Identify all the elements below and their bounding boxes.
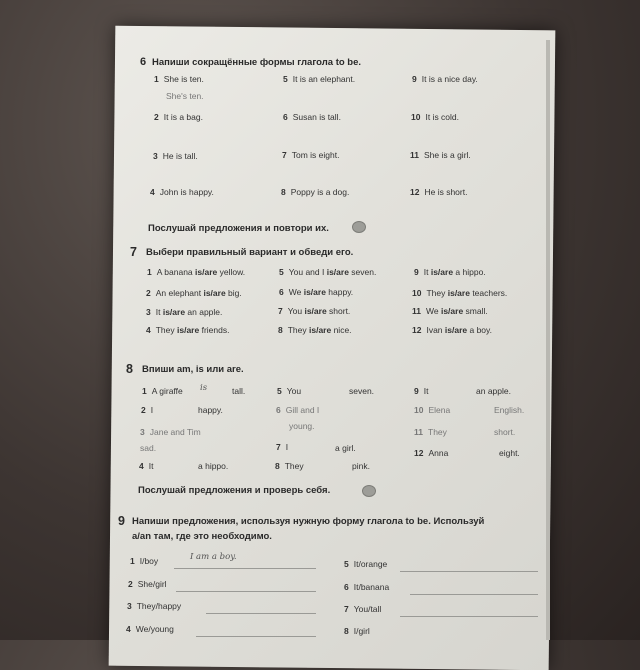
ex9-item-3: 3 They/happy [127, 601, 182, 611]
ex6-item-11: 11 She is a girl. [410, 150, 471, 160]
ex6-item-6: 6 Susan is tall. [283, 112, 341, 122]
ex9-item-5: 5 It/orange [344, 559, 388, 569]
ex7-item-8: 8 They is/are nice. [278, 325, 352, 335]
ex8-number: 8 [126, 362, 133, 376]
ex8-answer-1: is [200, 383, 208, 393]
ex6-item-4: 4 John is happy. [150, 187, 214, 197]
ex8-item-2: 2 I [141, 405, 154, 415]
ex8-item-3: 3 Jane and Tim [140, 427, 201, 437]
ex9-title-line2: a/an там, где это необходимо. [132, 531, 272, 542]
ex6-item-9: 9 It is a nice day. [412, 74, 478, 84]
ex9-answer-line-3 [206, 613, 316, 614]
workbook-page [109, 26, 556, 670]
ex9-number: 9 [118, 514, 125, 528]
ex9-answer-line-4 [196, 636, 316, 637]
ex7-item-2: 2 An elephant is/are big. [146, 288, 242, 298]
ex9-answer-line-6 [410, 594, 538, 595]
ex9-answer-line-7 [400, 616, 538, 617]
ex7-number: 7 [130, 245, 137, 259]
listen-icon [352, 221, 366, 233]
ex8-item-3-end: sad. [140, 443, 157, 453]
ex6-item-3: 3 He is tall. [153, 151, 198, 161]
ex7-item-11: 11 We is/are small. [412, 306, 488, 316]
ex9-item-6: 6 It/banana [344, 582, 390, 592]
ex8-item-4-end: a hippo. [198, 461, 229, 471]
ex7-item-1: 1 A banana is/are yellow. [147, 267, 246, 277]
ex7-item-12: 12 Ivan is/are a boy. [412, 325, 493, 335]
ex6-number: 6 [140, 56, 147, 68]
ex7-item-7: 7 You is/are short. [278, 306, 351, 316]
ex9-item-1: 1 I/boy [130, 556, 159, 566]
ex9-answer-line-2 [176, 591, 316, 592]
ex6-item-8: 8 Poppy is a dog. [281, 187, 350, 197]
ex7-item-10: 10 They is/are teachers. [412, 288, 508, 298]
ex6-item-1: 1 She is ten. [154, 74, 204, 84]
ex8-item-5: 5 You [277, 386, 302, 396]
ex9-item-4: 4 We/young [126, 624, 174, 634]
ex8-item-10-end: English. [494, 405, 525, 415]
ex8-item-7: 7 I [276, 442, 289, 452]
ex8-item-8: 8 They [275, 461, 304, 471]
ex6-item-7: 7 Tom is eight. [282, 150, 340, 160]
ex6-item-12: 12 He is short. [410, 187, 468, 197]
ex8-item-11-end: short. [494, 427, 516, 437]
ex9-answer-line-5 [400, 571, 538, 572]
ex8-item-6: 6 Gill and I [276, 405, 320, 415]
ex8-item-11: 11 They [414, 427, 447, 437]
ex8-listen-instruction: Послушай предложения и проверь себя. [138, 485, 331, 496]
ex8-item-9-end: an apple. [476, 386, 511, 396]
ex6-listen-instruction: Послушай предложения и повтори их. [148, 223, 329, 234]
ex7-item-3: 3 It is/are an apple. [146, 307, 223, 317]
ex9-item-7: 7 You/tall [344, 604, 382, 614]
ex8-item-1: 1 A giraffe [142, 386, 183, 396]
ex9-item-8: 8 I/girl [344, 626, 370, 636]
ex9-answer-1: I am a boy. [190, 552, 237, 562]
ex6-example-answer: She's ten. [166, 91, 204, 101]
ex7-item-5: 5 You and I is/are seven. [279, 267, 377, 277]
ex8-item-7-end: a girl. [335, 443, 356, 453]
ex8-item-12-end: eight. [499, 448, 520, 458]
ex8-item-10: 10 Elena [414, 405, 451, 415]
ex9-item-2: 2 She/girl [128, 579, 167, 589]
ex7-title: Выбери правильный вариант и обведи его. [146, 247, 354, 258]
ex8-item-2-end: happy. [198, 405, 223, 415]
ex7-item-4: 4 They is/are friends. [146, 325, 230, 335]
ex8-item-6-end: young. [289, 421, 315, 431]
ex8-item-12: 12 Anna [414, 448, 449, 458]
ex7-item-9: 9 It is/are a hippo. [414, 267, 486, 277]
ex8-item-1-end: tall. [232, 386, 246, 396]
ex6-item-2: 2 It is a bag. [154, 112, 203, 122]
listen-icon [362, 485, 376, 497]
ex9-answer-line-1 [174, 568, 316, 569]
ex7-item-6: 6 We is/are happy. [279, 287, 354, 297]
ex6-item-5: 5 It is an elephant. [283, 74, 356, 84]
ex8-item-9: 9 It [414, 386, 429, 396]
ex8-item-5-end: seven. [349, 386, 375, 396]
ex8-title: Впиши am, is или are. [142, 364, 244, 375]
ex6-item-10: 10 It is cold. [411, 112, 460, 122]
ex6-title: Напиши сокращённые формы глагола to be. [152, 57, 362, 68]
ex8-item-8-end: pink. [352, 461, 370, 471]
page-edge [546, 40, 550, 640]
ex8-item-4: 4 It [139, 461, 154, 471]
ex9-title-line1: Напиши предложения, используя нужную форму глагола to be. Используй [132, 516, 485, 527]
